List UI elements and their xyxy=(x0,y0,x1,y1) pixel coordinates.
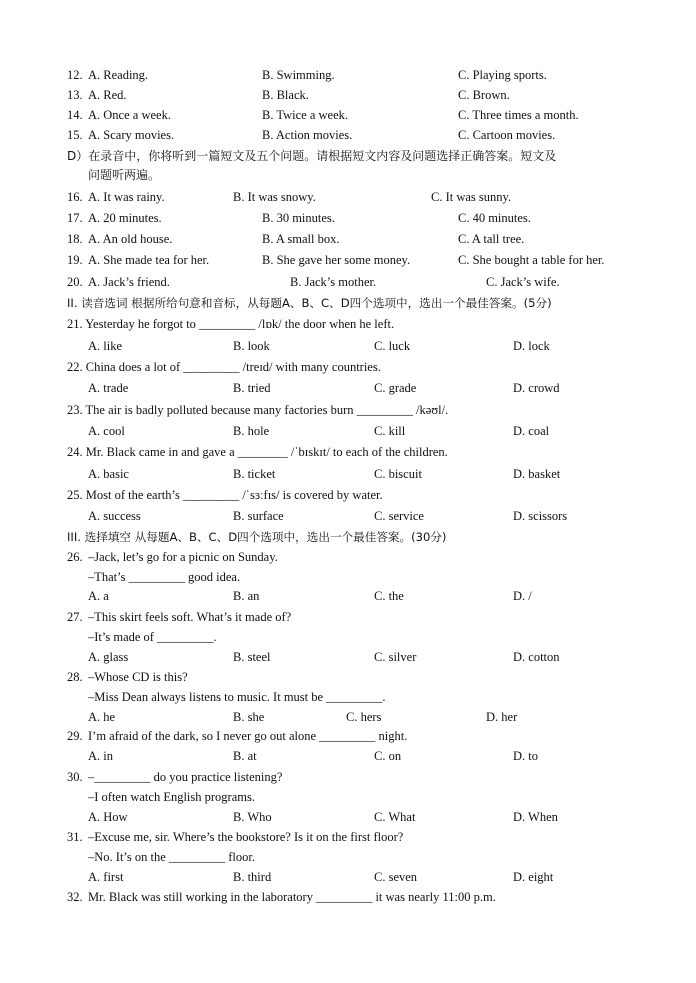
question-14-number: 14. xyxy=(67,108,83,122)
question-28-line-1: –Whose CD is this? xyxy=(88,670,188,684)
question-23-option-b: B. hole xyxy=(233,424,270,438)
question-23-option-d: D. coal xyxy=(513,424,550,438)
question-24-option-d: D. basket xyxy=(513,467,561,481)
question-25-option-b: B. surface xyxy=(233,509,284,523)
question-21-stem: 21. Yesterday he forgot to _________ /lɒk/ the door when he left. xyxy=(67,317,395,331)
question-16-option-b: B. It was snowy. xyxy=(233,190,316,204)
question-23-option-c: C. kill xyxy=(374,424,406,438)
question-29-number: 29. xyxy=(67,729,83,743)
question-19-number: 19. xyxy=(67,253,83,267)
question-18-option-a: A. An old house. xyxy=(88,232,173,246)
section-3-heading: III. 选择填空 从每题A、B、C、D四个选项中，选出一个最佳答案。(30分) xyxy=(67,530,447,544)
question-32-number: 32. xyxy=(67,890,83,904)
question-30-option-d: D. When xyxy=(513,810,558,824)
question-30-option-b: B. Who xyxy=(233,810,272,824)
question-13-option-c: C. Brown. xyxy=(458,88,510,102)
question-20-number: 20. xyxy=(67,275,83,289)
question-19-option-a: A. She made tea for her. xyxy=(88,253,210,267)
section-d-instruction-cont: 问题听两遍。 xyxy=(88,168,161,182)
section-2-heading: II. 读音选词 根据所给句意和音标，从每题A、B、C、D四个选项中，选出一个最佳答案。(5分) xyxy=(67,296,552,310)
question-26-option-a: A. a xyxy=(88,589,109,603)
question-22-option-b: B. tried xyxy=(233,381,271,395)
question-26-option-c: C. the xyxy=(374,589,404,603)
question-25-option-c: C. service xyxy=(374,509,424,523)
question-15-option-c: C. Cartoon movies. xyxy=(458,128,556,142)
question-29-option-c: C. on xyxy=(374,749,402,763)
question-22-option-a: A. trade xyxy=(88,381,129,395)
question-24-stem: 24. Mr. Black came in and gave a ________ /ˈbɪskɪt/ to each of the children. xyxy=(67,445,448,459)
question-14-option-c: C. Three times a month. xyxy=(458,108,579,122)
question-15-number: 15. xyxy=(67,128,83,142)
question-14-option-a: A. Once a week. xyxy=(88,108,171,122)
question-17-option-b: B. 30 minutes. xyxy=(262,211,335,225)
question-31-option-c: C. seven xyxy=(374,870,418,884)
question-12-option-c: C. Playing sports. xyxy=(458,68,547,82)
question-17-number: 17. xyxy=(67,211,83,225)
question-12-option-a: A. Reading. xyxy=(88,68,149,82)
question-21-option-b: B. look xyxy=(233,339,270,353)
question-31-line-1: –Excuse me, sir. Where’s the bookstore? Is it on the first floor? xyxy=(88,830,404,844)
question-29-line-1: I’m afraid of the dark, so I never go out alone _________ night. xyxy=(88,729,408,743)
question-13-option-a: A. Red. xyxy=(88,88,127,102)
question-27-option-b: B. steel xyxy=(233,650,271,664)
question-28-line-2: –Miss Dean always listens to music. It must be _________. xyxy=(88,690,386,704)
question-25-stem: 25. Most of the earth’s _________ /ˈsɜːfɪs/ is covered by water. xyxy=(67,488,383,502)
question-29-option-d: D. to xyxy=(513,749,538,763)
question-20-option-a: A. Jack’s friend. xyxy=(88,275,170,289)
question-31-line-2: –No. It’s on the _________ floor. xyxy=(88,850,256,864)
question-19-option-b: B. She gave her some money. xyxy=(262,253,411,267)
question-29-option-b: B. at xyxy=(233,749,257,763)
question-15-option-b: B. Action movies. xyxy=(262,128,353,142)
question-18-option-c: C. A tall tree. xyxy=(458,232,525,246)
question-28-option-b: B. she xyxy=(233,710,265,724)
question-27-line-2: –It’s made of _________. xyxy=(88,630,217,644)
question-22-option-c: C. grade xyxy=(374,381,417,395)
question-22-option-d: D. crowd xyxy=(513,381,560,395)
question-30-option-a: A. How xyxy=(88,810,128,824)
question-27-option-d: D. cotton xyxy=(513,650,560,664)
question-17-option-c: C. 40 minutes. xyxy=(458,211,531,225)
question-16-number: 16. xyxy=(67,190,83,204)
question-27-option-a: A. glass xyxy=(88,650,129,664)
question-28-number: 28. xyxy=(67,670,83,684)
question-28-option-a: A. he xyxy=(88,710,116,724)
question-27-line-1: –This skirt feels soft. What’s it made of? xyxy=(88,610,292,624)
question-25-option-a: A. success xyxy=(88,509,141,523)
question-24-option-c: C. biscuit xyxy=(374,467,422,481)
question-26-number: 26. xyxy=(67,550,83,564)
question-23-stem: 23. The air is badly polluted because many factories burn _________ /kəʊl/. xyxy=(67,403,449,417)
question-27-option-c: C. silver xyxy=(374,650,417,664)
question-24-option-b: B. ticket xyxy=(233,467,276,481)
question-24-option-a: A. basic xyxy=(88,467,129,481)
question-18-option-b: B. A small box. xyxy=(262,232,340,246)
question-21-option-a: A. like xyxy=(88,339,123,353)
question-31-option-a: A. first xyxy=(88,870,124,884)
question-26-line-2: –That’s _________ good idea. xyxy=(88,570,241,584)
question-21-option-d: D. lock xyxy=(513,339,550,353)
section-d-instruction: D）在录音中，你将听到一篇短文及五个问题。请根据短文内容及问题选择正确答案。短文及 xyxy=(67,149,557,163)
question-31-option-d: D. eight xyxy=(513,870,554,884)
question-16-option-c: C. It was sunny. xyxy=(431,190,512,204)
question-26-line-1: –Jack, let’s go for a picnic on Sunday. xyxy=(88,550,278,564)
question-23-option-a: A. cool xyxy=(88,424,125,438)
question-28-option-c: C. hers xyxy=(346,710,382,724)
question-13-option-b: B. Black. xyxy=(262,88,309,102)
question-30-line-2: –I often watch English programs. xyxy=(88,790,255,804)
question-29-option-a: A. in xyxy=(88,749,113,763)
question-30-option-c: C. What xyxy=(374,810,416,824)
question-17-option-a: A. 20 minutes. xyxy=(88,211,162,225)
question-26-option-b: B. an xyxy=(233,589,260,603)
question-12-number: 12. xyxy=(67,68,83,82)
question-25-option-d: D. scissors xyxy=(513,509,568,523)
question-31-number: 31. xyxy=(67,830,83,844)
question-30-number: 30. xyxy=(67,770,83,784)
question-19-option-c: C. She bought a table for her. xyxy=(458,253,605,267)
question-32-line-1: Mr. Black was still working in the laboratory _________ it was nearly 11:00 p.m. xyxy=(88,890,496,904)
question-18-number: 18. xyxy=(67,232,83,246)
question-27-number: 27. xyxy=(67,610,83,624)
question-30-line-1: –_________ do you practice listening? xyxy=(88,770,283,784)
question-20-option-c: C. Jack’s wife. xyxy=(486,275,560,289)
question-20-option-b: B. Jack’s mother. xyxy=(290,275,377,289)
question-21-option-c: C. luck xyxy=(374,339,411,353)
question-14-option-b: B. Twice a week. xyxy=(262,108,349,122)
question-13-number: 13. xyxy=(67,88,83,102)
question-26-option-d: D. / xyxy=(513,589,532,603)
question-12-option-b: B. Swimming. xyxy=(262,68,335,82)
question-15-option-a: A. Scary movies. xyxy=(88,128,175,142)
question-31-option-b: B. third xyxy=(233,870,272,884)
question-16-option-a: A. It was rainy. xyxy=(88,190,165,204)
question-22-stem: 22. China does a lot of _________ /treɪd/ with many countries. xyxy=(67,360,381,374)
question-28-option-d: D. her xyxy=(486,710,518,724)
